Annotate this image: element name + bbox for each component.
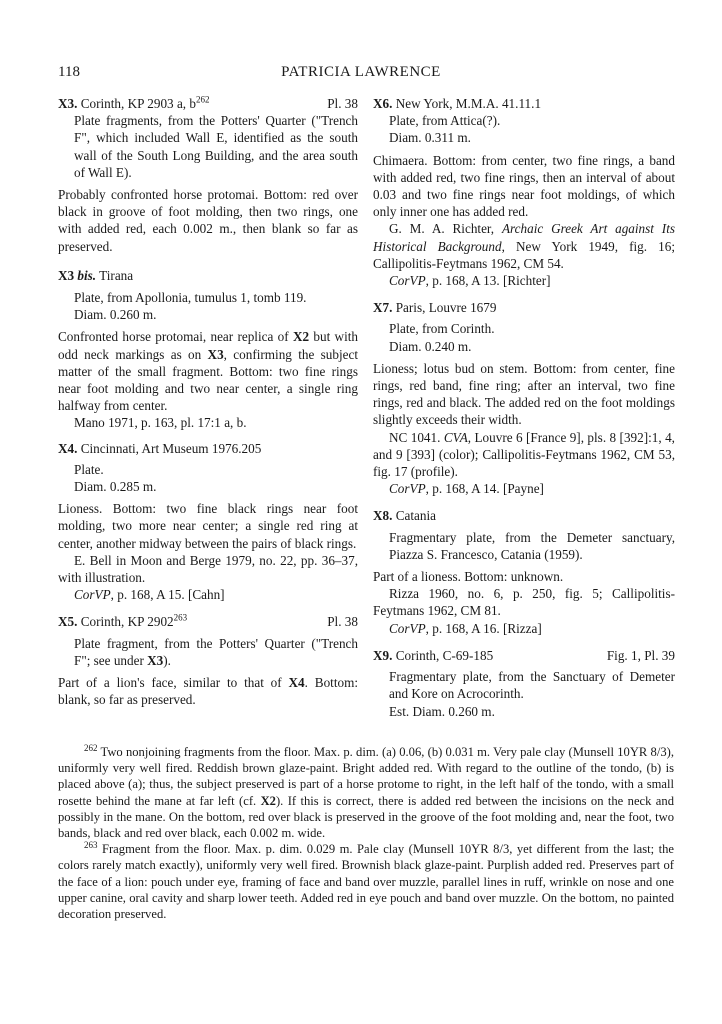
- footnote-ref: 262: [196, 94, 210, 105]
- footnote-263: [58, 841, 674, 922]
- entry-x7-text: Lioness; lotus bud on stem. Bottom: from center, fine rings, red band, fine ring; after an interval, two fine rings, red and black. The added red on the foot moldings slightly exceeds their width.: [373, 360, 675, 428]
- text-part: Part of a lion's face, similar to that of: [58, 675, 289, 691]
- entry-x4-text: Lioness. Bottom: two fine black rings near foot molding, two more near center; a single red ring at center, another midway between the pairs of black rings.: [58, 501, 358, 551]
- text-part: , Louvre 6 [France 9], pls. 8 [392]:1, 4, and 9 [393] (color); Callipolitis-Feytmans 1962, CM 53, fig. 17 (profile).: [373, 429, 675, 480]
- entry-x9-desc: Fragmentary plate, from the Sanctuary of Demeter and Kore on Acrocorinth.: [389, 669, 675, 702]
- entry-x5-desc: [58, 635, 358, 669]
- plate-ref: Fig. 1, Pl. 39: [606, 647, 675, 663]
- entry-x6-bib: [373, 220, 675, 272]
- entry-x8-desc: Fragmentary plate, from the Demeter sanctuary, Piazza S. Francesco, Catania (1959).: [389, 529, 675, 562]
- entry-title: Paris, Louvre 1679: [395, 300, 497, 316]
- text-part: , confirming the subject matter of the small fragment. Bottom: two fine rings near foot molding and two near center, a single ring halfway from center.: [58, 346, 358, 414]
- entry-title: New York, M.M.A. 41.11.1: [395, 96, 542, 111]
- entry-x9-desc2: Est. Diam. 0.260 m.: [389, 703, 495, 719]
- entry-title: Corinth, KP 2902: [80, 614, 174, 630]
- entry-x4-desc2: Diam. 0.285 m.: [74, 479, 157, 495]
- entry-title: Corinth, KP 2903 a, b: [80, 96, 196, 111]
- entry-title: Cincinnati, Art Museum 1976.205: [80, 440, 262, 456]
- entry-x8-bib: Rizza 1960, no. 6, p. 250, fig. 5; Callipolitis-Feytmans 1962, CM 81.: [373, 586, 675, 619]
- footnote-number: 263: [84, 840, 98, 851]
- cross-ref: X3: [207, 346, 224, 362]
- entry-bis: bis.: [77, 267, 97, 283]
- entry-x3bis-desc1: Plate, from Apollonia, tumulus 1, tomb 119.: [74, 290, 307, 306]
- entry-x8-text: Part of a lioness. Bottom: unknown.: [373, 569, 564, 585]
- entry-title: Tirana: [99, 267, 134, 283]
- entry-id: X9.: [373, 647, 393, 663]
- corvp-abbrev: CorVP: [389, 481, 426, 497]
- corvp-abbrev: CorVP: [389, 620, 426, 636]
- entry-x6-corvp: [373, 272, 675, 289]
- entry-id: X6.: [373, 96, 393, 111]
- entry-x7-head: [373, 299, 675, 316]
- entry-x7-bib: [373, 429, 675, 481]
- cross-ref: X4: [288, 675, 305, 691]
- entry-title: Corinth, C-69-185: [395, 647, 494, 663]
- entry-title: Catania: [395, 508, 436, 524]
- entry-x5-text: [58, 674, 358, 708]
- entry-id: X4.: [58, 440, 78, 456]
- cross-ref: X2: [260, 793, 276, 808]
- entry-id: X3.: [58, 96, 78, 111]
- corvp-ref: , p. 168, A 15. [Cahn]: [110, 587, 225, 603]
- entry-x4-bib: E. Bell in Moon and Berge 1979, no. 22, pp. 36–37, with illustration.: [58, 552, 358, 586]
- left-column: [58, 95, 358, 709]
- text-part: Confronted horse protomai, near replica of: [58, 329, 293, 345]
- plate-ref: Pl. 38: [327, 614, 358, 630]
- book-title: Archaic Greek Art against Its Historical Background: [373, 221, 675, 254]
- entry-x3bis-desc2: Diam. 0.260 m.: [74, 307, 157, 323]
- corvp-abbrev: CorVP: [389, 273, 426, 289]
- entry-x6-desc1: Plate, from Attica(?).: [389, 113, 501, 129]
- footnote-ref: 263: [173, 613, 188, 624]
- entry-id: X8.: [373, 508, 393, 524]
- text-part: Plate fragment, from the Potters' Quarter ("Trench F"; see under: [74, 635, 358, 668]
- corvp-ref: , p. 168, A 14. [Payne]: [425, 481, 544, 497]
- right-column: [373, 95, 675, 720]
- text-part: , New York 1949, fig. 16; Callipolitis-Feytmans 1962, CM 54.: [373, 238, 676, 271]
- entry-x7-desc1: Plate, from Corinth.: [389, 321, 495, 337]
- series-title: CVA: [443, 429, 468, 445]
- running-head: PATRICIA LAWRENCE: [281, 64, 441, 80]
- corvp-abbrev: CorVP: [74, 587, 111, 603]
- entry-x3-head: [58, 95, 358, 112]
- corvp-ref: , p. 168, A 13. [Richter]: [425, 273, 551, 289]
- entry-x8-corvp: [373, 620, 675, 637]
- text-part: Two nonjoining fragments from the floor. Max. p. dim. (a) 0.06, (b) 0.031 m. Very pale clay (Munsell 10YR 8/3), uniformly very well fired. Reddish brown glaze-paint. Bright added red. With regard to the outline of the tondo, (b) is placed above (a); thus, the subject preserved is part of a horse protome to right, in the left half of the tondo, with a small rosette behind the mane at far left (cf.: [58, 745, 674, 808]
- text-part: Fragment from the floor. Max. p. dim. 0.029 m. Pale clay (Munsell 10YR 8/3, yet different from the last; the colors rarely match exactly), uniformly very well fired. Brownish black glaze-paint. Purplish added red. Preserves part of the face of a lion: pouch under eye, framing of face and band over muzzle, parallel lines in ruff, wrinkle on nose and one upper canine, oral cavity and sharp lower teeth. Added red in eye pouch and band over muzzle. On the bottom, no painted decoration preserved.: [58, 842, 674, 922]
- page-number: 118: [58, 64, 80, 80]
- plate-ref: Pl. 38: [327, 96, 358, 111]
- entry-x3-desc: Plate fragments, from the Potters' Quarter ("Trench F", which included Wall E, identified as the south wall of the South Long Building, and the area south of Wall E).: [74, 113, 358, 180]
- entry-x3-text: Probably confronted horse protomai. Bottom: red over black in groove of foot molding, then two rings, one with added red, each 0.002 m., then blank so far as preserved.: [58, 187, 358, 254]
- entry-x9-head: [373, 647, 675, 664]
- text-part: but with odd neck markings as on: [58, 329, 358, 362]
- entry-x6-head: [373, 95, 675, 112]
- text-part: G. M. A. Richter,: [389, 221, 502, 237]
- entry-x3bis-head: [58, 267, 358, 284]
- cross-ref: X3: [147, 652, 164, 668]
- entry-x4-corvp: [58, 586, 358, 603]
- text-part: ).: [163, 652, 171, 668]
- entry-x3bis-text: [58, 328, 358, 414]
- entry-id: X7.: [373, 300, 393, 316]
- entry-x7-corvp: [373, 480, 675, 497]
- entry-x4-desc1: Plate.: [74, 461, 104, 477]
- entry-x7-desc2: Diam. 0.240 m.: [389, 338, 472, 354]
- entry-id: X3: [58, 267, 75, 283]
- entry-x6-text: Chimaera. Bottom: from center, two fine rings, a band with added red, two fine rings, then an interval of about 0.03 and two fine rings near foot moldings, of which only inner one has added red.: [373, 152, 675, 220]
- footnote-number: 262: [84, 742, 98, 753]
- footnotes: [58, 744, 674, 922]
- entry-x3bis-bib: Mano 1971, p. 163, pl. 17:1 a, b.: [74, 415, 247, 431]
- entry-x5-head: [58, 613, 358, 630]
- cross-ref: X2: [292, 329, 310, 345]
- text-part: . Bottom: blank, so far as preserved.: [58, 675, 359, 708]
- entry-x8-head: [373, 507, 675, 524]
- entry-id: X5.: [58, 614, 78, 630]
- footnote-262: [58, 744, 674, 841]
- corvp-ref: , p. 168, A 16. [Rizza]: [425, 620, 542, 636]
- entry-x6-desc2: Diam. 0.311 m.: [389, 130, 471, 146]
- entry-x4-head: [58, 440, 358, 457]
- text-part: ). If this is correct, there is added red between the incisions on the neck and possibly in the mane. On the bottom, red over black is preserved in the groove of the foot molding and, near the foot, two bands, black and red over black, each 0.002 m. wide.: [58, 793, 674, 841]
- text-part: NC 1041.: [389, 429, 444, 445]
